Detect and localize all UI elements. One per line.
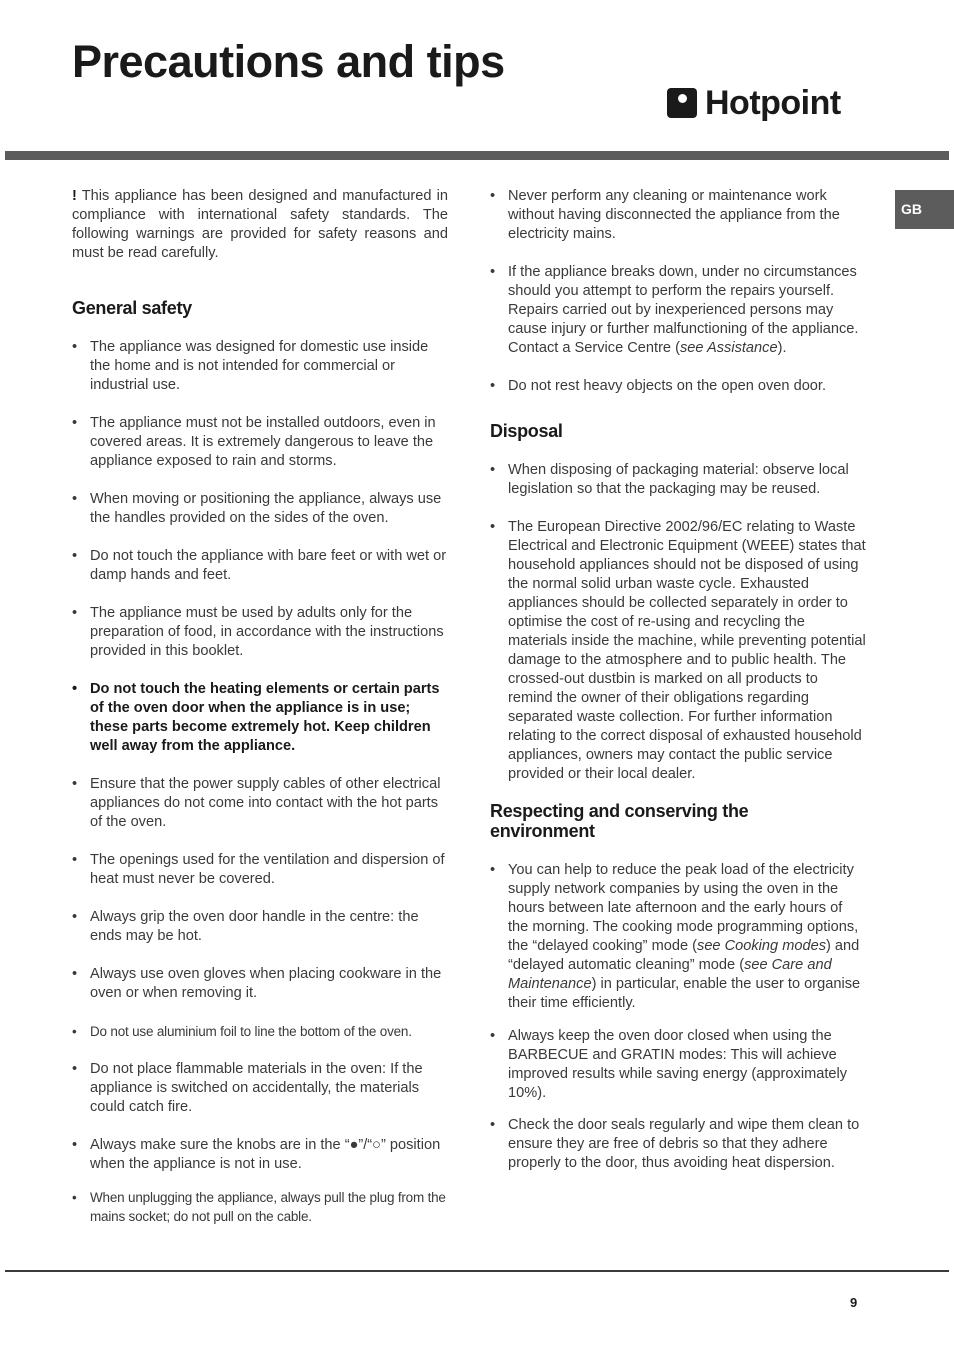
page-number: 9	[850, 1295, 858, 1310]
list-item: • The appliance was designed for domestic use inside the home and is not intended for commercial or industrial use.	[72, 338, 448, 395]
list-item: • Always make sure the knobs are in the “●”/“○” position when the appliance is not in use.	[72, 1136, 448, 1174]
disposal-heading: Disposal	[490, 421, 563, 441]
environment-heading: Respecting and conserving the environment	[490, 801, 749, 841]
list-item: • When unplugging the appliance, always pull the plug from the mains socket; do not pull on the cable.	[72, 1188, 448, 1226]
list-item: • Never perform any cleaning or maintenance work without having disconnected the appliance from the electricity mains.	[490, 187, 866, 244]
list-item: • Do not rest heavy objects on the open oven door.	[490, 377, 866, 396]
general-safety-heading: General safety	[72, 298, 192, 318]
list-item: • The appliance must not be installed outdoors, even in covered areas. It is extremely dangerous to leave the appliance exposed to rain and storms.	[72, 414, 448, 471]
language-tab: GB	[895, 190, 954, 229]
brand-name: Hotpoint	[705, 84, 841, 122]
page-title: Precautions and tips	[72, 36, 505, 87]
list-item: • When moving or positioning the appliance, always use the handles provided on the sides of the oven.	[72, 490, 448, 528]
list-item: • When disposing of packaging material: observe local legislation so that the packaging may be reused.	[490, 461, 866, 499]
assistance-reference: see Assistance	[679, 340, 778, 356]
general-safety-list-continued	[490, 187, 866, 396]
general-safety-list	[72, 338, 448, 1226]
footer-divider	[5, 1270, 949, 1272]
list-item: • Check the door seals regularly and wipe them clean to ensure they are free of debris so that they adhere properly to the door, thus avoiding heat dispersion.	[490, 1116, 866, 1173]
list-item: • The appliance must be used by adults only for the preparation of food, in accordance with the instructions provided in this booklet.	[72, 604, 448, 661]
hotpoint-logo-icon	[667, 88, 697, 118]
list-item: • Do not place flammable materials in the oven: If the appliance is switched on accidentally, the materials could catch fire.	[72, 1060, 448, 1117]
list-item: • Do not use aluminium foil to line the bottom of the oven.	[72, 1022, 448, 1041]
delayed-cleaning-text: ) and “delayed automatic cleaning” mode (	[508, 938, 860, 973]
repair-text: If the appliance breaks down, under no circumstances should you attempt to perform the repairs yourself. Repairs carried out by inexperienced persons may cause injury or further malfunctioning of the appliance. Contact a Service Centre (	[508, 264, 859, 356]
intro-text: This appliance has been designed and manufactured in compliance with international safety standards. The following warnings are provided for safety reasons and must be read carefully.	[72, 188, 448, 261]
left-column	[72, 187, 448, 1245]
warning-mark: !	[72, 188, 77, 204]
care-maintenance-reference: see Care and Maintenance	[508, 957, 832, 992]
list-item: • Always grip the oven door handle in the centre: the ends may be hot.	[72, 908, 448, 946]
list-item-warning: • Do not touch the heating elements or certain parts of the oven door when the appliance is in use; these parts become extremely hot. Keep children well away from the appliance.	[72, 680, 448, 756]
disposal-list	[490, 461, 866, 784]
list-item: • Always keep the oven door closed when using the BARBECUE and GRATIN modes: This will achieve improved results while saving energy (approximately 10%).	[490, 1027, 866, 1103]
organise-time-text: ) in particular, enable the user to organise their time efficiently.	[508, 976, 861, 1011]
intro-paragraph	[72, 187, 448, 263]
list-item-peak-load	[490, 861, 866, 1013]
peak-load-text: You can help to reduce the peak load of the electricity supply network companies by using the oven in the hours between late afternoon and the early hours of the morning. The cooking mode programming options, the “delayed cooking” mode (	[508, 862, 859, 954]
cooking-modes-reference: see Cooking modes	[697, 938, 827, 954]
list-item: • Do not touch the appliance with bare feet or with wet or damp hands and feet.	[72, 547, 448, 585]
list-item: • The openings used for the ventilation and dispersion of heat must never be covered.	[72, 851, 448, 889]
repair-text-end: ).	[777, 340, 787, 356]
list-item: • The European Directive 2002/96/EC relating to Waste Electrical and Electronic Equipment (WEEE) states that household appliances should not be disposed of using the normal solid urban waste cycle. Exhausted appliances should be collected separately in order to optimise the cost of re-using and recycling the materials inside the machine, while preventing potential damage to the atmosphere and to public health. The crossed-out dustbin is marked on all products to remind the owner of their obligations regarding separated waste collection. For further information relating to the correct disposal of exhausted household appliances, owners may contact the public service provided or their local dealer.	[490, 518, 866, 784]
environment-list	[490, 861, 866, 1173]
right-column	[490, 187, 866, 1192]
list-item: • Always use oven gloves when placing cookware in the oven or when removing it.	[72, 965, 448, 1003]
header-divider-bar	[5, 151, 949, 160]
list-item-repair	[490, 263, 866, 358]
list-item: • Ensure that the power supply cables of other electrical appliances do not come into contact with the hot parts of the oven.	[72, 775, 448, 832]
hotpoint-logo	[667, 86, 841, 120]
